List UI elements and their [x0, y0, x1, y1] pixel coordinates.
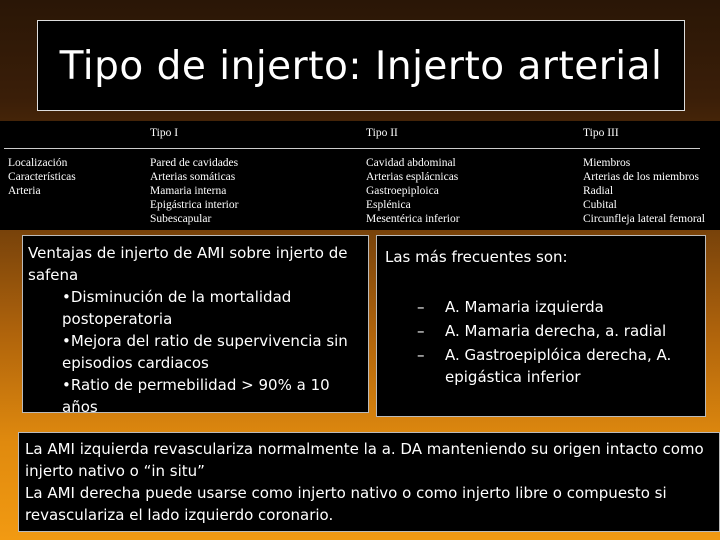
header-tipo-1: Tipo I — [150, 127, 179, 139]
tipo-3-column — [583, 156, 705, 226]
table-cell: Esplénica — [366, 199, 411, 211]
table-cell: Circunfleja lateral femoral — [583, 213, 705, 225]
dash-bullet: – — [417, 346, 425, 364]
list-item — [417, 344, 702, 388]
nota-box — [18, 432, 720, 532]
table-divider — [4, 148, 700, 149]
table-cell: Miembros — [583, 157, 631, 169]
table-cell: Cavidad abdominal — [366, 157, 456, 169]
header-tipo-3: Tipo III — [583, 127, 619, 139]
table-cell: Mamaria interna — [150, 185, 227, 197]
header-tipo-2: Tipo II — [366, 127, 398, 139]
dash-bullet: – — [417, 322, 425, 340]
ventajas-intro: Ventajas de injerto de AMI sobre injerto de safena — [28, 244, 348, 284]
nota-line-1: La AMI izquierda revasculariza normalmente la a. DA manteniendo su origen intacto como injerto nativo o “in situ” — [25, 440, 704, 480]
table-cell: Epigástrica interior — [150, 199, 239, 211]
table-cell: Radial — [583, 185, 614, 197]
graft-type-table — [0, 121, 720, 230]
list-item — [417, 320, 702, 342]
ventajas-box — [22, 235, 369, 416]
nota-line-2: La AMI derecha puede usarse como injerto nativo o como injerto libre o compuesto si revasculariza el lado izquierdo coronario. — [25, 484, 667, 524]
list-item — [417, 296, 702, 318]
title-box — [37, 20, 685, 111]
list-item-text: A. Gastroepiplóica derecha, A. epigástica inferior — [445, 346, 672, 386]
row-label: Características — [8, 171, 76, 183]
row-label: Localización — [8, 157, 68, 169]
row-labels-column — [8, 156, 76, 198]
list-item-text: A. Mamaria izquierda — [445, 298, 604, 316]
tipo-2-column — [366, 156, 460, 226]
row-label: Arteria — [8, 185, 41, 197]
ventajas-item: •Ratio de permebilidad > 90% a 10 años — [62, 376, 330, 416]
table-cell: Mesentérica inferior — [366, 213, 460, 225]
dash-bullet: – — [417, 298, 425, 316]
table-cell: Arterias esplácnicas — [366, 171, 459, 183]
ventajas-item: •Disminución de la mortalidad postoperatoria — [62, 288, 292, 328]
table-cell: Arterias de los miembros — [583, 171, 699, 183]
slide-title: Tipo de injerto: Injerto arterial — [59, 44, 663, 89]
ventajas-item: •Mejora del ratio de supervivencia sin episodios cardiacos — [62, 332, 348, 372]
frecuentes-box — [376, 235, 706, 417]
table-cell: Gastroepiploica — [366, 185, 439, 197]
table-cell: Cubital — [583, 199, 617, 211]
list-item-text: A. Mamaria derecha, a. radial — [445, 322, 667, 340]
frecuentes-lead: Las más frecuentes son: — [385, 248, 568, 266]
tipo-1-column — [150, 156, 238, 226]
frecuentes-list — [417, 296, 702, 390]
table-cell: Pared de cavidades — [150, 157, 239, 169]
table-cell: Arterias somáticas — [150, 171, 236, 183]
table-cell: Subescapular — [150, 213, 212, 225]
